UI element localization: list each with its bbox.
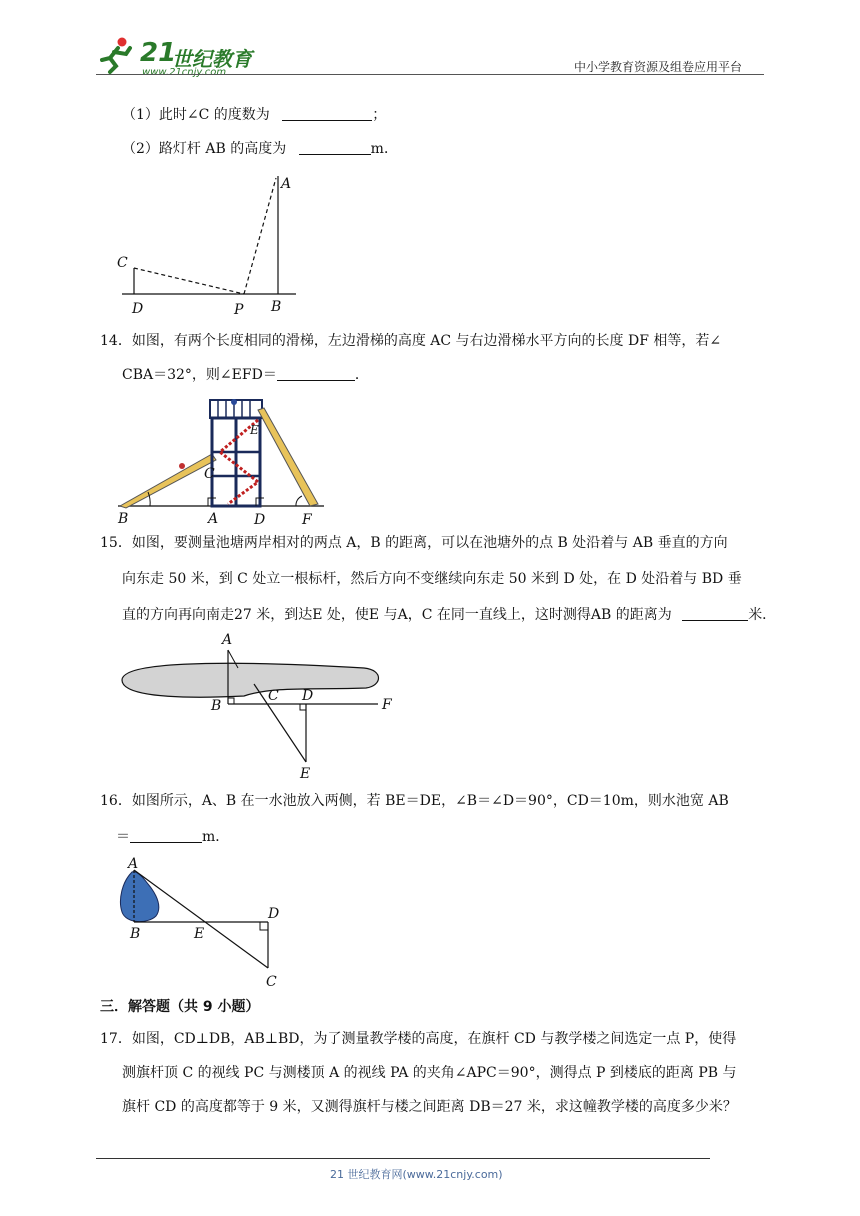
q14-line2 — [122, 364, 369, 386]
q16-line2 — [116, 826, 229, 848]
answer-blank[interactable] — [130, 828, 202, 843]
q16-pool-figure — [108, 856, 298, 992]
answer-blank[interactable] — [682, 606, 748, 621]
label-D: D — [254, 512, 266, 528]
footer-divider — [96, 1158, 710, 1159]
answer-blank[interactable] — [277, 366, 355, 381]
label-D: D — [302, 688, 314, 704]
label-E: E — [250, 423, 259, 437]
label-F: F — [382, 697, 392, 713]
label-D: D — [268, 906, 280, 922]
label-A: A — [222, 632, 233, 648]
q13-part1-end: ； — [372, 107, 387, 123]
q16-line2-start: ＝ — [116, 829, 130, 845]
q15-line3 — [122, 604, 776, 626]
q16-line2-end: m． — [202, 829, 230, 845]
label-C: C — [204, 466, 215, 482]
header-logo — [96, 36, 266, 76]
answer-blank[interactable] — [299, 140, 371, 155]
label-A: A — [281, 176, 292, 192]
q14-line2-end: ． — [354, 367, 369, 383]
footer-text: 21 世纪教育网(www.21cnjy.com) — [330, 1168, 503, 1181]
label-A: A — [128, 856, 139, 872]
platform-name: 中小学教育资源及组卷应用平台 — [574, 60, 743, 74]
label-C: C — [117, 255, 128, 271]
q13-part2-text: （2）路灯杆 AB 的高度为 — [122, 141, 287, 157]
label-C: C — [266, 974, 277, 990]
q14-line1: 14．如图，有两个长度相同的滑梯，左边滑梯的高度 AC 与右边滑梯水平方向的长度 DF 相等，若∠ — [100, 333, 722, 349]
q15-line3-end: 米． — [748, 607, 777, 623]
q15-line2: 向东走 50 米，到 C 处立一根标杆，然后方向不变继续向东走 50 米到 D 处，在 D 处沿着与 BD 垂 — [122, 571, 742, 587]
q17-line2: 测旗杆顶 C 的视线 PC 与测楼顶 A 的视线 PA 的夹角∠APC＝90°，测得点 P 到楼底的距离 PB 与 — [122, 1065, 737, 1081]
q13-figure — [100, 168, 320, 318]
q13-part2 — [122, 138, 398, 160]
answer-blank[interactable] — [282, 106, 372, 121]
label-E: E — [194, 926, 205, 942]
q15-line1: 15．如图，要测量池塘两岸相对的两点 A，B 的距离，可以在池塘外的点 B 处沿着与 AB 垂直的方向 — [100, 535, 728, 551]
label-P: P — [234, 302, 244, 318]
label-A: A — [208, 511, 219, 527]
q15-pond-figure — [114, 628, 414, 784]
logo-url: www.21cnjy.com — [142, 67, 227, 78]
q17-line1: 17．如图，CD⊥DB，AB⊥BD，为了测量教学楼的高度，在旗杆 CD 与教学楼之间选定一点 P，使得 — [100, 1031, 737, 1047]
q14-line2-text: CBA＝32°，则∠EFD＝ — [122, 367, 277, 383]
section-title: 三．解答题（共 9 小题） — [100, 999, 260, 1015]
q13-part2-end: m． — [370, 141, 398, 157]
q17-line3: 旗杆 CD 的高度都等于 9 米，又测得旗杆与楼之间距离 DB＝27 米，求这幢教学楼的高度多少米？ — [122, 1099, 737, 1115]
logo-text: 世纪教育 — [172, 47, 252, 71]
q13-part1-text: （1）此时∠C 的度数为 — [122, 107, 270, 123]
q13-part1 — [122, 104, 386, 126]
label-B: B — [130, 926, 141, 942]
q16-line1: 16．如图所示，A、B 在一水池放入两侧，若 BE＝DE，∠B＝∠D＝90°，CD＝10m，则水池宽 AB — [100, 793, 729, 809]
label-C: C — [268, 688, 279, 704]
label-F: F — [302, 512, 312, 528]
q14-slide-figure — [112, 392, 332, 530]
logo-number: 21 — [140, 38, 177, 68]
label-B: B — [211, 698, 222, 714]
label-E: E — [300, 766, 311, 782]
q15-line3-text: 直的方向再向南走27 米，到达E 处，使E 与A，C 在同一直线上，这时测得AB 的距离为 — [122, 607, 672, 623]
label-B: B — [271, 299, 282, 315]
runner-logo-icon — [96, 36, 136, 74]
header-divider — [96, 74, 764, 75]
label-B: B — [118, 511, 129, 527]
label-D: D — [132, 301, 144, 317]
